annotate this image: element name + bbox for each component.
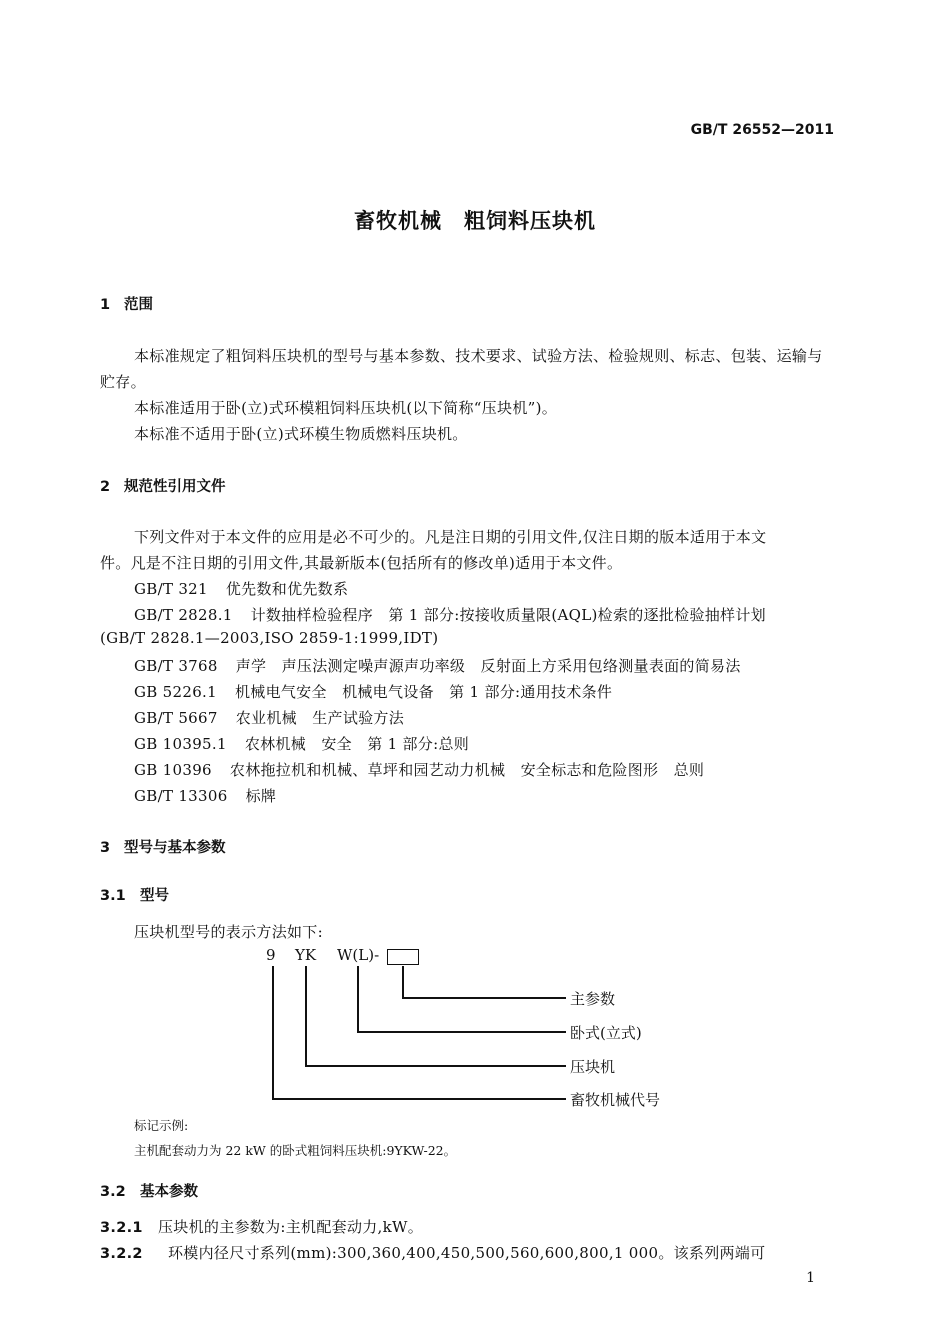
param-box — [387, 949, 419, 965]
subsection-3-2-heading — [100, 1180, 198, 1201]
example-label: 标记示例: — [134, 1118, 189, 1133]
title-part2: 粗饲料压块机 — [464, 209, 596, 233]
leader-line — [402, 966, 404, 998]
section-number: 3.1 — [100, 888, 126, 904]
section-2-heading — [100, 475, 226, 496]
section-title: 型号与基本参数 — [124, 840, 226, 856]
paragraph: 本标准规定了粗饲料压块机的型号与基本参数、技术要求、试验方法、检验规则、标志、包装、运输与 — [134, 347, 823, 365]
section-title: 范围 — [124, 297, 153, 313]
section-1-heading — [100, 293, 153, 314]
label-main-param: 主参数 — [570, 990, 616, 1008]
code-wl: W(L)- — [337, 946, 380, 964]
leader-line — [305, 966, 307, 1066]
clause-3-2-2: 3.2.2 环模内径尺寸系列(mm):300,360,400,450,500,560,600,800,1 000。该系列两端可 — [100, 1244, 766, 1262]
section-number: 1 — [100, 297, 111, 313]
section-number: 3 — [100, 840, 111, 856]
reference-item: GB/T 13306 标牌 — [134, 787, 277, 805]
label-code: 畜牧机械代号 — [570, 1091, 661, 1109]
leader-line — [357, 966, 359, 1032]
section-3-heading — [100, 836, 226, 857]
reference-item-continuation: (GB/T 2828.1—2003,ISO 2859-1:1999,IDT) — [100, 629, 439, 647]
example-text: 主机配套动力为 22 kW 的卧式粗饲料压块机:9YKW-22。 — [134, 1143, 457, 1158]
subsection-3-1-heading — [100, 884, 169, 905]
reference-item: GB/T 2828.1 计数抽样检验程序 第 1 部分:按接收质量限(AQL)检索的逐批检验抽样计划 — [134, 606, 766, 624]
clause-3-2-1: 3.2.1 压块机的主参数为:主机配套动力,kW。 — [100, 1218, 424, 1236]
standard-number: GB/T 26552—2011 — [690, 122, 834, 138]
paragraph: 贮存。 — [100, 373, 146, 391]
paragraph: 件。凡是不注日期的引用文件,其最新版本(包括所有的修改单)适用于本文件。 — [100, 554, 623, 572]
reference-item: GB/T 5667 农业机械 生产试验方法 — [134, 709, 405, 727]
page-number: 1 — [806, 1270, 815, 1286]
leader-line — [357, 1031, 566, 1033]
label-horizontal: 卧式(立式) — [570, 1024, 642, 1042]
section-title: 基本参数 — [140, 1184, 198, 1200]
reference-item: GB 10395.1 农林机械 安全 第 1 部分:总则 — [134, 735, 470, 753]
code-9: 9 — [266, 946, 276, 964]
paragraph: 本标准不适用于卧(立)式环模生物质燃料压块机。 — [134, 425, 468, 443]
section-number: 3.2 — [100, 1184, 126, 1200]
paragraph: 下列文件对于本文件的应用是必不可少的。凡是注日期的引用文件,仅注日期的版本适用于本文 — [134, 528, 767, 546]
leader-line — [272, 1098, 566, 1100]
section-title: 规范性引用文件 — [124, 479, 226, 495]
reference-item: GB 5226.1 机械电气安全 机械电气设备 第 1 部分:通用技术条件 — [134, 683, 613, 701]
paragraph: 压块机型号的表示方法如下: — [134, 923, 323, 941]
leader-line — [305, 1065, 566, 1067]
leader-line — [402, 997, 566, 999]
section-title: 型号 — [140, 888, 169, 904]
paragraph: 本标准适用于卧(立)式环模粗饲料压块机(以下简称“压块机”)。 — [134, 399, 558, 417]
section-number: 2 — [100, 479, 111, 495]
reference-item: GB/T 3768 声学 声压法测定噪声源声功率级 反射面上方采用包络测量表面的简易法 — [134, 657, 741, 675]
code-yk: YK — [295, 946, 317, 964]
leader-line — [272, 966, 274, 1099]
title-part1: 畜牧机械 — [354, 209, 442, 233]
reference-item: GB 10396 农林拖拉机和机械、草坪和园艺动力机械 安全标志和危险图形 总则 — [134, 761, 705, 779]
reference-item: GB/T 321 优先数和优先数系 — [134, 580, 349, 598]
document-title — [0, 205, 950, 235]
label-briquetter: 压块机 — [570, 1058, 616, 1076]
